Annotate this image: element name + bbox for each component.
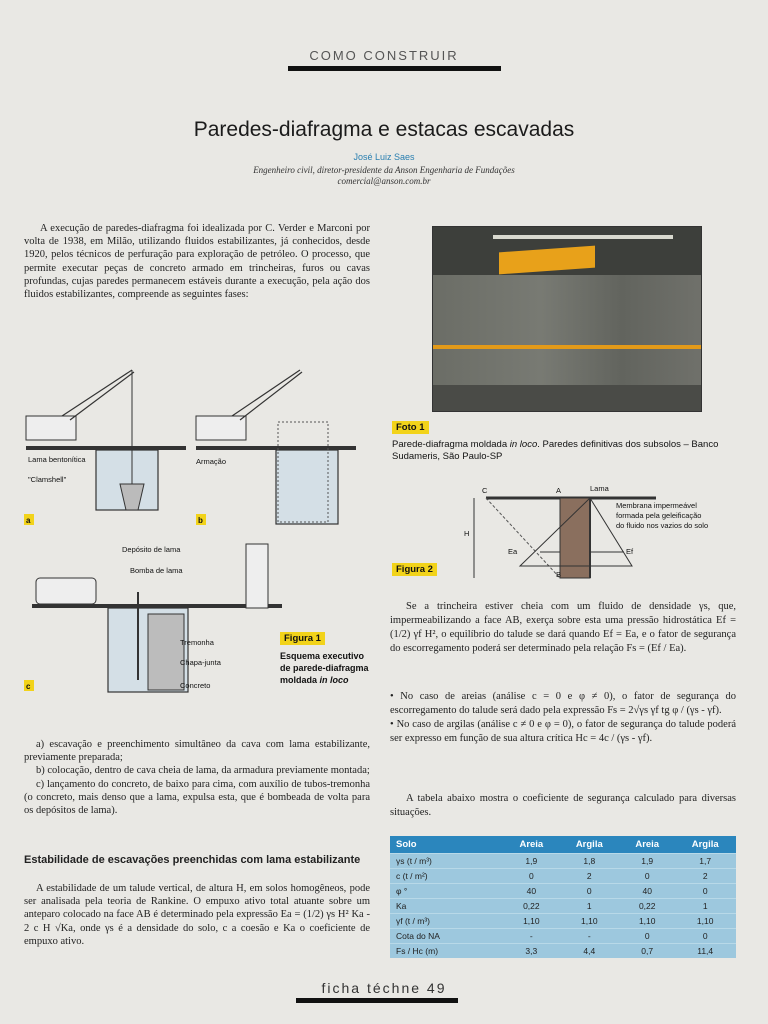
- step-item: b) colocação, dentro de cava cheia de lama, da armadura previamente montada;: [36, 765, 370, 777]
- label-deposito: Depósito de lama: [122, 545, 181, 554]
- fig2-ef: Ef: [626, 547, 634, 556]
- label-clamshell: "Clamshell": [28, 475, 67, 484]
- step-item: a) escavação e preenchimento simultâneo da cava com lama estabilizante, previamente preparada;: [24, 739, 370, 764]
- table-header-cell: Areia: [620, 836, 674, 853]
- table-header-cell: Solo: [390, 836, 504, 853]
- header-rule: [288, 66, 501, 71]
- stability-paragraph: A estabilidade de um talude vertical, de altura H, em solos homogêneos, pode ser analisada pela teoria de Rankine. O empuxo ativo total atuante sobre um anteparo colocado na face AB é determinado pela expressão Ea = (1/2) γs H² Ka - 2 c H √Ka, onde γs é a densidade do solo, c a coesão e Ka o coeficiente de empuxo ativo.: [24, 883, 370, 947]
- table-row: [390, 913, 736, 928]
- table-cell: 1,10: [559, 913, 621, 928]
- table-row: [390, 928, 736, 943]
- figure2-label: Figura 2: [392, 563, 437, 576]
- fig2-height: H: [464, 529, 470, 538]
- table-row: [390, 853, 736, 868]
- table-cell: 0: [620, 928, 674, 943]
- table-cell: 1,8: [559, 853, 621, 868]
- author-email: comercial@anson.com.br: [337, 176, 431, 186]
- table-cell: 1,9: [504, 853, 558, 868]
- table-cell: 0,7: [620, 943, 674, 958]
- table-cell: 2: [674, 868, 736, 883]
- figure2-diagram: [460, 482, 750, 582]
- photo-caption-text-end: . Paredes definitivas dos subsolos – Banco Sudameris, São Paulo-SP: [392, 439, 719, 462]
- panel-a-drawing: [26, 370, 186, 510]
- table-header-row: [390, 836, 736, 853]
- table-cell: 1,9: [620, 853, 674, 868]
- panel-a-label: a: [26, 516, 31, 525]
- table-row: [390, 883, 736, 898]
- fig2-point-b: B: [556, 570, 562, 579]
- table-cell: 0: [674, 928, 736, 943]
- table-cell: 0,22: [620, 898, 674, 913]
- table-header-cell: Argila: [674, 836, 736, 853]
- photo-caption-text: Parede-diafragma moldada: [392, 439, 510, 450]
- table-cell: 40: [620, 883, 674, 898]
- right-paragraph-3: A tabela abaixo mostra o coeficiente de segurança calculado para diversas situações.: [390, 793, 736, 818]
- table-header-cell: Argila: [559, 836, 621, 853]
- table-cell: -: [504, 928, 558, 943]
- fig2-membrana-2: formada pela geleificação: [616, 511, 702, 520]
- label-tremonha: Tremonha: [180, 638, 214, 647]
- fig2-membrana: Membrana impermeável: [616, 501, 697, 510]
- panel-c-drawing: [32, 544, 282, 692]
- panel-b-label: b: [198, 516, 203, 525]
- fig2-ea: Ea: [508, 547, 518, 556]
- section-title: COMO CONSTRUIR: [309, 48, 459, 63]
- table-cell: 1,7: [674, 853, 736, 868]
- affiliation-line: Engenheiro civil, diretor-presidente da Anson Engenharia de Fundações: [253, 165, 515, 175]
- table-cell: 2: [559, 868, 621, 883]
- table-cell: c (t / m²): [390, 868, 504, 883]
- table-row: [390, 868, 736, 883]
- table-cell: γs (t / m³): [390, 853, 504, 868]
- photo-label: Foto 1: [392, 421, 429, 434]
- table-cell: 0: [504, 868, 558, 883]
- label-lama: Lama bentonítica: [28, 455, 86, 464]
- table-header-cell: Areia: [504, 836, 558, 853]
- author-name: José Luiz Saes: [353, 152, 415, 162]
- table-cell: 40: [504, 883, 558, 898]
- table-cell: Ka: [390, 898, 504, 913]
- fig2-point-c: C: [482, 486, 488, 495]
- figure1-label: Figura 1: [280, 632, 325, 645]
- right-bullets: [390, 690, 736, 746]
- table-row: [390, 898, 736, 913]
- page-footer: ficha téchne 49: [321, 980, 447, 996]
- table-cell: Cota do NA: [390, 928, 504, 943]
- label-concreto: Concreto: [180, 681, 211, 690]
- figure1-caption-text: Esquema executivo de parede-diafragma moldada: [280, 651, 369, 685]
- table-row: [390, 943, 736, 958]
- table-cell: γf (t / m³): [390, 913, 504, 928]
- photo-caption: [392, 439, 744, 463]
- intro-paragraph: A execução de paredes-diafragma foi idealizada por C. Verder e Marconi por volta de 1938, em Milão, utilizando fluidos estabilizantes, já conhecidos, desde 1920, pelos técnicos de perfuração para exploração de petróleo. O processo, que permite executar peças de concreto armado em trincheiras, furos ou cavas profundas, cujas paredes permanecem estáveis durante a execução, pela ação dos fluidos estabilizantes, compreende as seguintes fases:: [24, 223, 370, 301]
- table-cell: Fs / Hc (m): [390, 943, 504, 958]
- figure1-caption-em: in loco: [319, 675, 349, 685]
- bullet-areias: • No caso de areias (análise c = 0 e φ ≠ 0), o fator de segurança do escorregamento do talude será dado pela expressão Fs = 2√γs γf tg φ / (γs - γf).: [390, 691, 736, 716]
- table-cell: 0: [620, 868, 674, 883]
- table-cell: 1: [674, 898, 736, 913]
- author-affiliation: [0, 165, 768, 187]
- photo-diaphragm-wall: [432, 226, 702, 412]
- table-cell: 3,3: [504, 943, 558, 958]
- fig2-lama: Lama: [590, 484, 609, 493]
- figure1-caption: [280, 650, 376, 686]
- footer-rule: [296, 998, 458, 1003]
- table-cell: -: [559, 928, 621, 943]
- table-cell: 1,10: [504, 913, 558, 928]
- step-item: c) lançamento do concreto, de baixo para cima, com auxílio de tubos-tremonha (o concreto, mais denso que a lama, expulsa esta, que é bombeada de volta para os depósitos de lama).: [24, 778, 370, 817]
- photo-caption-em: in loco: [509, 439, 538, 450]
- table-cell: 0,22: [504, 898, 558, 913]
- fig2-membrana-3: do fluido nos vazios do solo: [616, 521, 709, 530]
- table-cell: 11,4: [674, 943, 736, 958]
- table-cell: 1: [559, 898, 621, 913]
- table-cell: 1,10: [620, 913, 674, 928]
- panel-b-drawing: [196, 370, 356, 524]
- article-title: Paredes-diafragma e estacas escavadas: [193, 118, 575, 141]
- right-paragraph-1: Se a trincheira estiver cheia com um fluido de densidade γs, que, impermeabilizando a face AB, exerça sobre esta uma pressão hidrostática Ef = (1/2) γf H², o equilíbrio do talude se dará quando Ef = Ea, e o fator de segurança do escorregamento poderá ser determinado pela relação Fs = (Ef / Ea).: [390, 601, 736, 654]
- table-cell: 0: [559, 883, 621, 898]
- bullet-argilas: • No caso de argilas (análise c ≠ 0 e φ = 0), o fator de segurança do talude poderá ser expresso em função de sua altura crítica Hc = 4c / (γs - γf).: [390, 719, 736, 744]
- safety-factor-table: [390, 836, 736, 958]
- table-cell: 4,4: [559, 943, 621, 958]
- section-subheading: Estabilidade de escavações preenchidas com lama estabilizante: [24, 854, 361, 866]
- label-chapa: Chapa-junta: [180, 658, 221, 667]
- table-cell: 1,10: [674, 913, 736, 928]
- steps-list: [24, 738, 370, 817]
- fig2-point-a: A: [556, 486, 562, 495]
- panel-c-label: c: [26, 682, 31, 691]
- label-armacao: Armação: [196, 457, 227, 466]
- label-bomba: Bomba de lama: [130, 566, 183, 575]
- table-cell: 0: [674, 883, 736, 898]
- table-cell: φ °: [390, 883, 504, 898]
